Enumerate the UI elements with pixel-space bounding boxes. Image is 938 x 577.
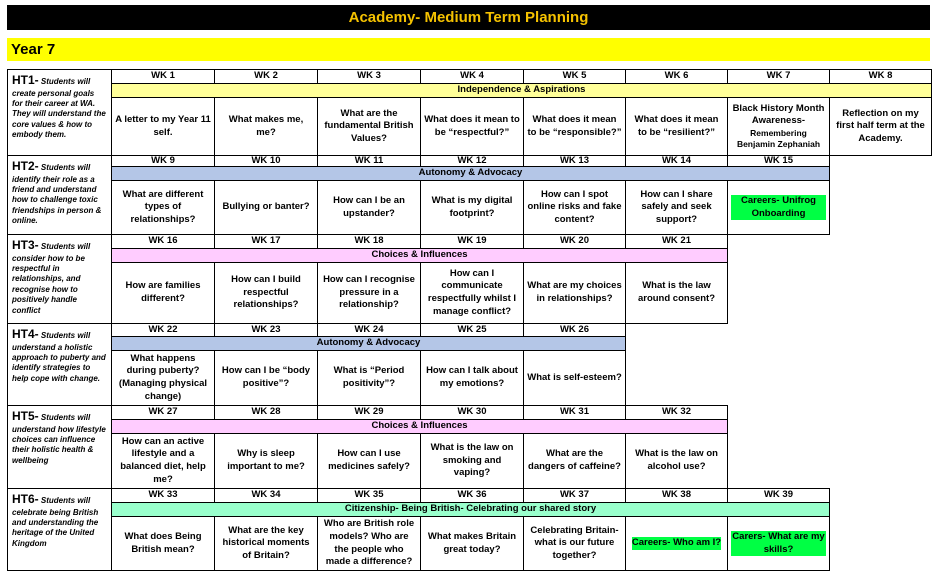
term-code: HT5- <box>12 409 39 423</box>
lesson-topic-text: How can I share safely and seek support? <box>640 188 713 225</box>
lesson-topic-text: What is self-esteem? <box>527 371 622 383</box>
lesson-topic-text: How can I build respectful relationships? <box>231 274 301 311</box>
theme-band: Autonomy & Advocacy <box>111 336 626 351</box>
week-header: WK 35 <box>317 488 421 503</box>
lesson-topic <box>625 262 728 324</box>
week-header: WK 6 <box>625 69 728 84</box>
lesson-topic <box>214 516 318 571</box>
lesson-topic <box>727 516 830 571</box>
lesson-topic-text: How can I spot online risks and fake content? <box>527 188 622 225</box>
lesson-topic <box>420 350 524 406</box>
lesson-topic <box>214 433 318 489</box>
week-header: WK 39 <box>727 488 830 503</box>
lesson-topic <box>420 97 524 156</box>
lesson-topic <box>214 262 318 324</box>
week-header: WK 15 <box>727 155 830 167</box>
lesson-topic <box>317 350 421 406</box>
lesson-topic-text: Bullying or banter? <box>222 201 310 213</box>
lesson-topic <box>829 97 932 156</box>
lesson-topic-text: What does it mean to be “resilient?” <box>634 113 719 138</box>
lesson-topic-text: Careers- Unifrog Onboarding <box>731 195 826 220</box>
theme-band: Autonomy & Advocacy <box>111 166 830 181</box>
lesson-topic-text: How can I be an upstander? <box>333 194 405 219</box>
week-header: WK 12 <box>420 155 524 167</box>
lesson-topic-text: Carers- What are my skills? <box>732 530 825 555</box>
lesson-topic <box>625 97 728 156</box>
term-description: Students will understand a holistic approach to puberty and identify strategies to help cope with change. <box>12 331 106 383</box>
week-header: WK 22 <box>111 323 215 337</box>
lesson-topic <box>420 180 524 235</box>
week-header: WK 24 <box>317 323 421 337</box>
week-header: WK 28 <box>214 405 318 420</box>
lesson-topic-text: What makes me, me? <box>228 113 304 138</box>
term-description: Students will celebrate being British and understanding the heritage of the United Kingdom <box>12 496 99 548</box>
week-header: WK 9 <box>111 155 215 167</box>
term-code: HT4- <box>12 327 39 341</box>
lesson-topic <box>420 516 524 571</box>
lesson-topic-text: A letter to my Year 11 self. <box>115 113 211 138</box>
lesson-topic <box>523 516 626 571</box>
term-code: HT3- <box>12 238 39 252</box>
theme-band: Choices & Influences <box>111 248 728 263</box>
week-header: WK 23 <box>214 323 318 337</box>
week-header: WK 7 <box>727 69 830 84</box>
lesson-topic-text: Why is sleep important to me? <box>227 448 305 472</box>
term-description: Students will understand how lifestyle choices can influence their holistic health & wellbeing <box>12 413 106 465</box>
term-label-cell <box>7 155 112 235</box>
lesson-topic <box>625 180 728 235</box>
theme-band: Independence & Aspirations <box>111 83 932 98</box>
lesson-topic-text: Careers- Who am I? <box>631 537 722 549</box>
lesson-topic <box>523 180 626 235</box>
week-header: WK 2 <box>214 69 318 84</box>
lesson-topic-text: Who are British role models? Who are the people who made a difference? <box>323 518 415 568</box>
lesson-topic <box>317 262 421 324</box>
theme-band: Choices & Influences <box>111 419 728 434</box>
week-header: WK 27 <box>111 405 215 420</box>
lesson-topic <box>420 433 524 489</box>
lesson-topic <box>317 180 421 235</box>
week-header: WK 30 <box>420 405 524 420</box>
page-title: Academy- Medium Term Planning <box>7 5 930 30</box>
lesson-topic <box>111 180 215 235</box>
week-header: WK 20 <box>523 234 626 249</box>
lesson-topic <box>214 97 318 156</box>
lesson-topic <box>214 350 318 406</box>
term-label-cell <box>7 488 112 571</box>
week-header: WK 37 <box>523 488 626 503</box>
lesson-topic <box>111 97 215 156</box>
lesson-topic <box>111 433 215 489</box>
week-header: WK 25 <box>420 323 524 337</box>
week-header: WK 17 <box>214 234 318 249</box>
lesson-topic-text: What does it mean to be “respectful?” <box>424 113 520 138</box>
week-header: WK 21 <box>625 234 728 249</box>
term-code: HT2- <box>12 159 39 173</box>
week-header: WK 8 <box>829 69 932 84</box>
week-header: WK 14 <box>625 155 728 167</box>
lesson-topic-text: What is the law around consent? <box>637 280 716 304</box>
week-header: WK 11 <box>317 155 421 167</box>
lesson-topic-text: What happens during puberty? (Managing physical change) <box>118 352 208 402</box>
lesson-topic <box>111 516 215 571</box>
lesson-topic-note: Remembering Benjamin Zephaniah <box>736 127 821 150</box>
lesson-topic <box>625 516 728 571</box>
week-header: WK 4 <box>420 69 524 84</box>
week-header: WK 1 <box>111 69 215 84</box>
lesson-topic-text: What is my digital footprint? <box>431 194 513 219</box>
lesson-topic <box>523 350 626 406</box>
lesson-topic-text: What is the law on smoking and vaping? <box>430 442 514 479</box>
week-header: WK 31 <box>523 405 626 420</box>
week-header: WK 19 <box>420 234 524 249</box>
theme-band: Citizenship- Being British- Celebrating our shared story <box>111 502 830 517</box>
lesson-topic-text: How can I recognise pressure in a relationship? <box>323 274 415 311</box>
lesson-topic <box>214 180 318 235</box>
lesson-topic-text: What makes Britain great today? <box>427 530 517 555</box>
week-header: WK 18 <box>317 234 421 249</box>
lesson-topic-text: What is the law on alcohol use? <box>635 448 718 472</box>
week-header: WK 13 <box>523 155 626 167</box>
lesson-topic <box>523 262 626 324</box>
lesson-topic-text: Reflection on my first half term at the Academy. <box>836 107 925 144</box>
lesson-topic-text: How can I communicate respectfully whilst I manage conflict? <box>427 267 517 317</box>
week-header: WK 3 <box>317 69 421 84</box>
lesson-topic-text: Black History Month Awareness- <box>732 102 825 127</box>
lesson-topic-text: What are different types of relationships? <box>122 188 204 225</box>
term-description: Students will identify their role as a friend and understand how to challenge toxic friendships in person & online. <box>12 163 102 226</box>
term-label-cell <box>7 69 112 156</box>
week-header: WK 29 <box>317 405 421 420</box>
lesson-topic-text: What does Being British mean? <box>124 530 202 555</box>
lesson-topic-text: What are the key historical moments of Britain? <box>222 524 310 561</box>
term-label-cell <box>7 323 112 406</box>
lesson-topic <box>317 433 421 489</box>
week-header: WK 10 <box>214 155 318 167</box>
lesson-topic-text: What are the dangers of caffeine? <box>528 448 621 472</box>
term-label-cell <box>7 405 112 489</box>
lesson-topic-text: What is “Period positivity”? <box>333 365 405 389</box>
lesson-topic <box>523 97 626 156</box>
lesson-topic <box>727 97 830 156</box>
week-header: WK 33 <box>111 488 215 503</box>
lesson-topic <box>523 433 626 489</box>
lesson-topic <box>317 97 421 156</box>
lesson-topic <box>111 262 215 324</box>
lesson-topic-text: How can I use medicines safely? <box>328 448 410 472</box>
lesson-topic-text: What are my choices in relationships? <box>527 280 622 304</box>
lesson-topic-text: How can I be “body positive”? <box>221 365 311 389</box>
lesson-topic <box>420 262 524 324</box>
year-heading: Year 7 <box>7 38 930 61</box>
term-description: Students will create personal goals for their career at WA. They will understand the core values & how to embody them. <box>12 77 106 140</box>
lesson-topic <box>111 350 215 406</box>
week-header: WK 32 <box>625 405 728 420</box>
week-header: WK 38 <box>625 488 728 503</box>
term-code: HT1- <box>12 73 39 87</box>
week-header: WK 5 <box>523 69 626 84</box>
lesson-topic-text: How can I talk about my emotions? <box>426 365 518 389</box>
lesson-topic <box>727 180 830 235</box>
lesson-topic-text: How can an active lifestyle and a balanced diet, help me? <box>120 435 206 485</box>
term-code: HT6- <box>12 492 39 506</box>
week-header: WK 16 <box>111 234 215 249</box>
lesson-topic-text: Celebrating Britain- what is our future together? <box>530 524 619 561</box>
term-description: Students will consider how to be respectful in relationships, and recognise how to positively handle conflict <box>12 242 91 315</box>
term-label-cell <box>7 234 112 324</box>
lesson-topic-text: What does it mean to be “responsible?” <box>527 113 622 138</box>
week-header: WK 26 <box>523 323 626 337</box>
lesson-topic <box>317 516 421 571</box>
week-header: WK 34 <box>214 488 318 503</box>
lesson-topic-text: What are the fundamental British Values? <box>324 107 414 144</box>
lesson-topic-text: How are families different? <box>125 280 201 304</box>
lesson-topic <box>625 433 728 489</box>
week-header: WK 36 <box>420 488 524 503</box>
